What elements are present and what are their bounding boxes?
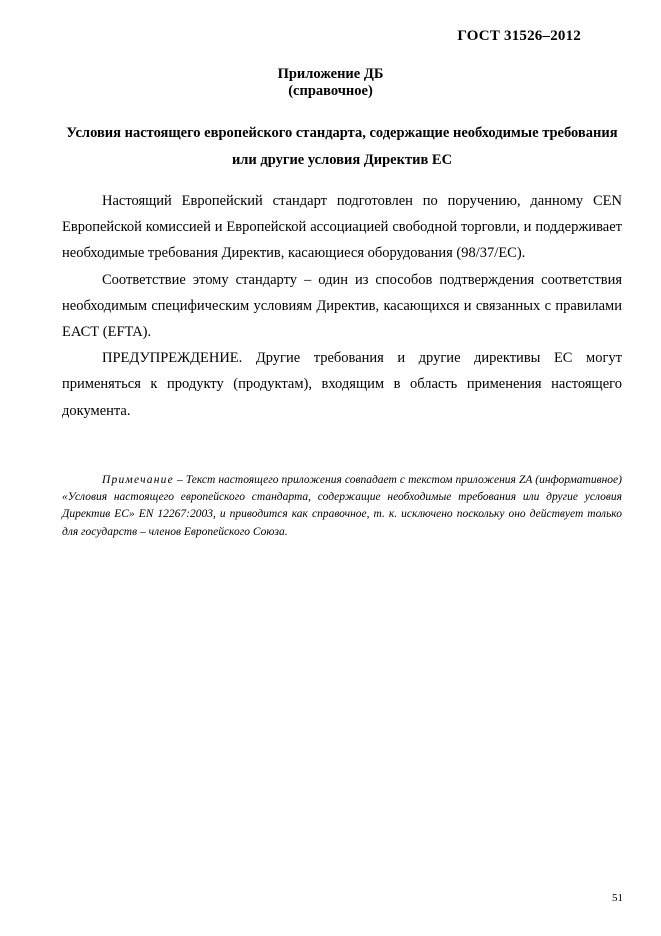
body-text xyxy=(62,188,622,424)
annex-subtitle: (справочное) xyxy=(288,83,373,99)
page-number: 51 xyxy=(612,892,623,904)
note-label: Примечание xyxy=(102,474,174,486)
annex-title: Приложение ДБ xyxy=(277,66,384,82)
body-paragraph-mandate: Настоящий Европейский стандарт подготовлен по поручению, данному CEN Европейской комиссией и Европейской ассоциацией свободной торговли, и поддерживает необходимые требования Директив, касающиеся оборудования (98/37/ЕС). xyxy=(62,193,622,262)
standard-number: ГОСТ 31526–2012 xyxy=(457,28,581,44)
body-paragraph-conformity: Соответствие этому стандарту – один из способов подтверждения соответствия необходимым специфическим условиям Директив, касающихся и связанных с правилами ЕАСТ (EFTA). xyxy=(62,271,622,341)
note-text: – Текст настоящего приложения совпадает с текстом приложения ZA (информативное) «Условия настоящего европейского стандарта, содержащие необходимые требования или другие условия Директив ЕС» EN 12267:2003, и приводится как справочное, т. к. исключено поскольку оно действует только для государств – членов Европейского Союза. xyxy=(62,474,622,538)
note xyxy=(62,472,622,541)
body-paragraph-warning: ПРЕДУПРЕЖДЕНИЕ. Другие требования и другие директивы ЕС могут применяться к продукту (продуктам), входящим в область применения настоящего документа. xyxy=(62,350,622,419)
annex-heading: Условия настоящего европейского стандарта, содержащие необходимые требования или другие условия Директив ЕС xyxy=(66,125,618,168)
annex-title-block xyxy=(0,66,661,100)
